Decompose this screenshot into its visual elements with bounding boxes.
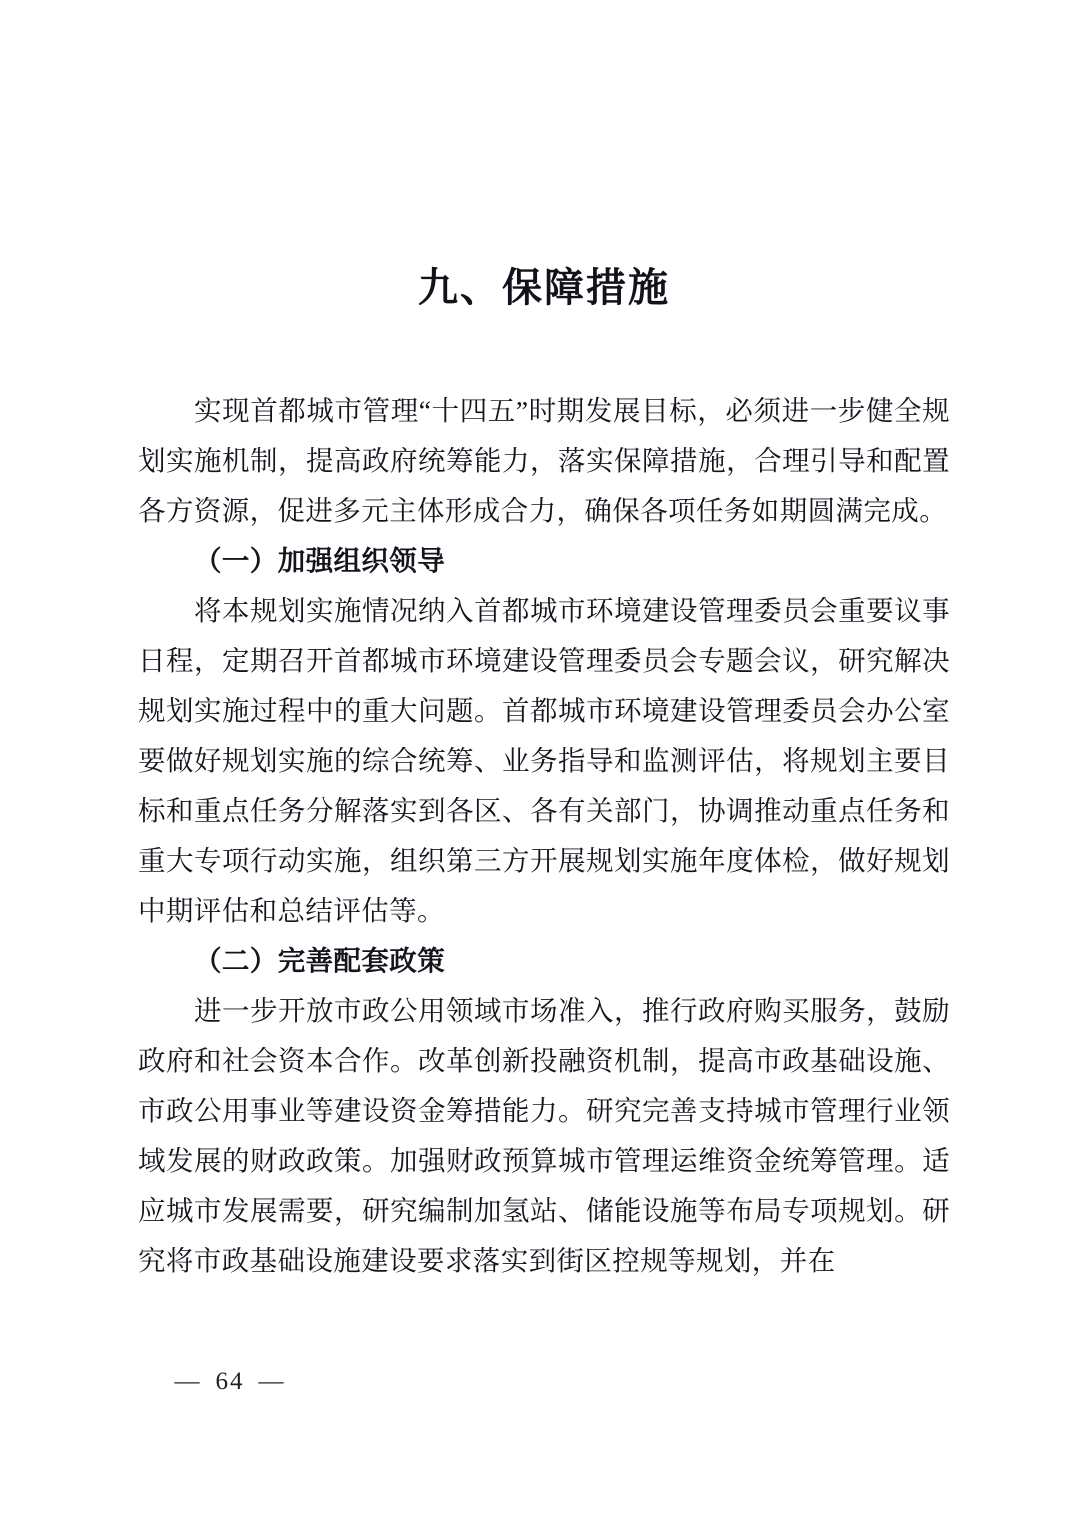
- footer-dash-left: —: [174, 1368, 202, 1395]
- page-content: [138, 0, 950, 1286]
- footer-dash-right: —: [258, 1368, 286, 1395]
- section-heading-1: （一）加强组织领导: [194, 545, 446, 576]
- page-title: 九、保障措施: [418, 265, 670, 310]
- page-number-value: 64: [215, 1368, 245, 1395]
- paragraph-section-2: 进一步开放市政公用领域市场准入，推行政府购买服务，鼓励政府和社会资本合作。改革创新投融资机制，提高市政基础设施、市政公用事业等建设资金筹措能力。研究完善支持城市管理行业领域发展的财政政策。加强财政预算城市管理运维资金统筹管理。适应城市发展需要，研究编制加氢站、储能设施等布局专项规划。研究将市政基础设施建设要求落实到街区控规等规划，并在: [138, 995, 950, 1276]
- paragraph-section-1: 将本规划实施情况纳入首都城市环境建设管理委员会重要议事日程，定期召开首都城市环境建设管理委员会专题会议，研究解决规划实施过程中的重大问题。首都城市环境建设管理委员会办公室要做好规划实施的综合统筹、业务指导和监测评估，将规划主要目标和重点任务分解落实到各区、各有关部门，协调推动重点任务和重大专项行动实施，组织第三方开展规划实施年度体检，做好规划中期评估和总结评估等。: [138, 595, 950, 926]
- section-heading-2: （二）完善配套政策: [194, 945, 446, 976]
- page-footer: [0, 1368, 1080, 1396]
- paragraph-intro: 实现首都城市管理“十四五”时期发展目标，必须进一步健全规划实施机制，提高政府统筹能力，落实保障措施，合理引导和配置各方资源，促进多元主体形成合力，确保各项任务如期圆满完成。: [138, 395, 950, 526]
